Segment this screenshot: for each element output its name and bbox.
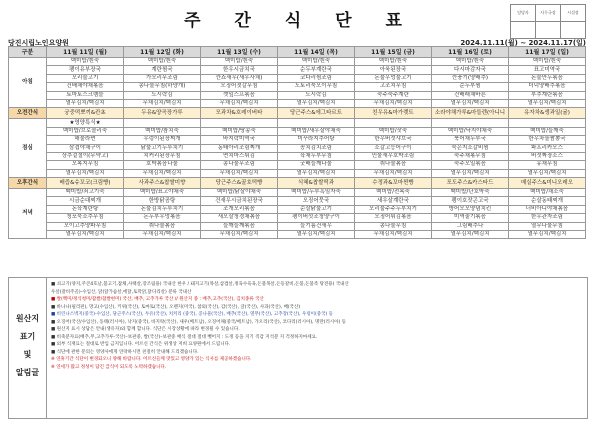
notice-line: ■ 바나나(필리핀), 망고(수입산), 키위(국산), 토마토(국산), 오렌지(미국), 참외(국산), 감(국산), 귤(국산), 사과(국산), 배(국산) [51, 304, 301, 310]
menu-item [124, 119, 201, 127]
day-header: 11월 17일 (일) [509, 47, 586, 58]
menu-item: 돈육계란탕 [47, 205, 124, 213]
menu-item: 시금순대찌개 [47, 197, 124, 205]
menu-item: 미역줄기볶음 [432, 214, 509, 222]
menu-item: 유채무침 [509, 161, 586, 169]
menu-item: 열무김치/백김치 [278, 169, 355, 177]
menu-item: 우렁이된장찌개 [124, 136, 201, 144]
menu-item: 미꾸라지추어탕 [278, 136, 355, 144]
menu-item: 무채김치/백김치 [201, 231, 278, 239]
notice-line: ■ 쇠고기(양지,주콘4호날,불고기,잡채,사태살,장조림용) 국내산 한우 / 돼지고기(목살,삼겹살,정육수육육,돈불목살,돈등갈비,돈불,돈불족 탕전용) 국내산 [51, 282, 349, 287]
menu-item: 오징어뭇국 [278, 197, 355, 205]
day-header: 11월 11일 (월) [47, 47, 124, 58]
menu-item: 버섯짜장소스 [509, 152, 586, 160]
menu-item: 무채김치/백김치 [355, 231, 432, 239]
day-header: 11월 12일 (화) [124, 47, 201, 58]
notice-line: ■ 비축분자료(배추,무,고추가루-국산)–보관중, 쌀(국산)–보관중 배식 절대 절대 뺏어지 : 도정 등을 지기 직감 지석분 지 걱정하지마세요. [51, 334, 318, 340]
menu-item: 한방닭곰탕 [124, 197, 201, 205]
menu-item: 친우유&마가렛트 [355, 108, 432, 119]
menu-item: 부추계란볶음 [509, 91, 586, 99]
menu-item: 청포묵소추무침 [47, 214, 124, 222]
menu-item: 팽이호잣곤고국 [432, 197, 509, 205]
menu-item: 순두부찜 [432, 83, 509, 91]
menu-item: 건배채야채볶음 [47, 83, 124, 91]
menu-item: 돈불우엉불고기 [355, 74, 432, 82]
menu-item: 콩나물무침 [355, 222, 432, 230]
menu-item: 무채김치/백김치 [201, 99, 278, 107]
menu-item [201, 119, 278, 127]
menu-item: 육채두부무침 [278, 152, 355, 160]
menu-item: 깐쇼새우(새우사채) [201, 74, 278, 82]
menu-item: 상추겉절이(무약고) [47, 152, 124, 160]
notice-label-line: 원산지 [15, 314, 40, 323]
menu-item: 백미밥/두부흑임자죽 [278, 189, 355, 197]
menu-item: 수정과&꼬마찐빵 [355, 178, 432, 189]
menu-item: 콩나물무조림 [201, 161, 278, 169]
menu-item [432, 119, 509, 127]
header-corner: 구분 [9, 47, 47, 58]
notice-line: ■ 식단에 관한 문의는 영양사에게 연락하시면 친절히 안내해 드리겠습니다. [51, 349, 199, 355]
menu-item: 아욱된장국 [355, 66, 432, 74]
menu-item: 열무김치/백김치 [432, 99, 509, 107]
meal-label: 오전간식 [9, 108, 47, 119]
menu-item: 건새우시금치된장국 [201, 197, 278, 205]
menu-item: 백미밥/흰죽 [432, 58, 509, 66]
notice-body [51, 281, 581, 371]
notice-label [9, 278, 47, 418]
signature-cell [511, 22, 536, 39]
notice-line: ■ 쌀(백미/정식청미/찹쌀/찹쌀현미) 국산, 배추, 고추가루 국산 // 원산지 종 : 배추,고추(국산), 김치종류 국산 [51, 297, 264, 302]
menu-item: 삼겹야채구이 [47, 144, 124, 152]
menu-item: 묵은지소갈비찜 [432, 144, 509, 152]
menu-item: 닭불고기두루치기 [124, 144, 201, 152]
notice-line: ■ 원산지 표시 상담은 안내(생유자)와 함께 합니다. 식단은 시장상황에 따라 변경될 수 있습니다. [51, 327, 240, 332]
menu-item: ★영양특식★ [47, 119, 124, 127]
meal-row [9, 189, 586, 197]
weekly-menu-table [8, 46, 586, 239]
menu-item: 사과주스&찹쌀미향 [124, 178, 201, 189]
menu-item: 백미밥/전복죽 [355, 189, 432, 197]
menu-item: 오복지무침 [47, 161, 124, 169]
menu-item: 표고미역국 [509, 66, 586, 74]
meal-label: 오후간식 [9, 178, 47, 189]
menu-item: 한우차돌짬뽕국 [509, 136, 586, 144]
menu-item: 너비아니야채볶음 [509, 205, 586, 213]
menu-item: 오징어튀김볶음 [355, 214, 432, 222]
menu-item: 궁중떡뽀끼&칸쵸 [47, 108, 124, 119]
menu-item: 파프리카오스 [509, 144, 586, 152]
notice-label-line: 표기 [19, 332, 36, 341]
menu-item: 도시락김 [124, 91, 201, 99]
notice-line: ※ 연세가 많고 정성이 담긴 급식이 되도록 노력하겠습니다. [51, 364, 167, 370]
menu-item: 숙주채볶무침 [432, 152, 509, 160]
notice-line: 우살(갈비주골)-수입산, 닭(닭가슴살,에닭,토막닭,닭다리살) 분류 국내산 [51, 289, 192, 295]
menu-item: 해물라면 [47, 136, 124, 144]
menu-item: 도시락김 [278, 91, 355, 99]
menu-item: 백미밥/채소죽 [509, 189, 586, 197]
menu-item: 열무김치/백김치 [509, 169, 586, 177]
menu-item: 계란찜국 [124, 66, 201, 74]
meal-row [9, 127, 586, 135]
menu-item: 매실주스&미니오레오 [509, 178, 586, 189]
menu-item: 백미밥/낙지야채죽 [432, 127, 509, 135]
snack-row [9, 108, 586, 119]
day-header: 11월 16일 (토) [432, 47, 509, 58]
menu-item: 순살동태찌개 [509, 197, 586, 205]
menu-item: 오리불주주두부치기 [355, 205, 432, 213]
menu-item: 도토리묵오이무침 [278, 83, 355, 91]
menu-item: 백미밥/흰죽 [201, 58, 278, 66]
menu-item: 치커리된장무침 [124, 152, 201, 160]
menu-item: 취나물볶음 [355, 161, 432, 169]
meal-row [9, 197, 586, 205]
menu-item: 열무김치/백김치 [47, 231, 124, 239]
menu-period: 2024.11.11(월) ~ 2024.11.17(일) [460, 39, 586, 47]
menu-item: 백미밥/흰죽 [278, 58, 355, 66]
approval-cell: 사무국장 [536, 5, 561, 22]
menu-item: 열무김치/백김치 [278, 231, 355, 239]
menu-item: 두유&양곡장가루 [124, 108, 201, 119]
day-header: 11월 15일 (금) [355, 47, 432, 58]
menu-item: 열무김치/백김치 [47, 169, 124, 177]
meal-label: 저녁 [9, 189, 47, 239]
meal-row [9, 99, 586, 107]
menu-body [9, 58, 586, 239]
menu-item: 당근주스&에그타르트 [278, 108, 355, 119]
menu-item: 깻잎스프볶음 [201, 91, 278, 99]
menu-item: 백미밥/참치죽 [124, 127, 201, 135]
meal-row [9, 119, 586, 127]
menu-item [355, 119, 432, 127]
day-header: 11월 14일 (목) [278, 47, 355, 58]
meal-row [9, 144, 586, 152]
menu-item: 열무김치/백김치 [509, 99, 586, 107]
menu-item: 취나물볶음 [124, 222, 201, 230]
menu-item: 백미밥/들깨죽 [509, 127, 586, 135]
approval-cell: 담당자 [511, 5, 536, 22]
menu-item: 순두부계란국 [278, 66, 355, 74]
menu-item: 무채김치/백김치 [124, 169, 201, 177]
menu-item: 백미밥/잣죽 [355, 127, 432, 135]
menu-item: 굿배들깨나물 [278, 161, 355, 169]
menu-item: 면치마스튀김 [201, 152, 278, 160]
menu-item: 돈두부우엉볶음 [124, 214, 201, 222]
menu-item: 열무김치/백김치 [509, 231, 586, 239]
menu-item: 조개오리볶음 [201, 205, 278, 213]
menu-item: 숙주오일볶음 [432, 161, 509, 169]
approval-box [510, 4, 586, 39]
menu-header-row [9, 47, 586, 58]
menu-item: 열무김치/백김치 [432, 169, 509, 177]
notice-label-line: 알림글 [15, 368, 40, 377]
signature-cell [561, 22, 586, 39]
menu-item: 팽이유부장국 [47, 66, 124, 74]
menu-item: 북어채두부국 [432, 136, 509, 144]
menu-item: 호박볶음나물 [124, 161, 201, 169]
menu-item: 건배래채바른 [432, 91, 509, 99]
menu-item: 팽이버섯조청양구이 [278, 214, 355, 222]
meal-row [9, 205, 586, 213]
menu-item: 무채김치/백김치 [355, 169, 432, 177]
menu-item: 무채김치/백김치 [355, 99, 432, 107]
menu-item: 오징어젓갈무침 [201, 83, 278, 91]
menu-item: 다시마감자국 [432, 66, 509, 74]
meal-row [9, 214, 586, 222]
menu-item: 오이고추양파무침 [47, 222, 124, 230]
menu-item: 열무나물무침 [509, 222, 586, 230]
menu-item: 백미밥/단호박죽 [432, 189, 509, 197]
menu-item: 당근주스&꿀호떡빵 [201, 178, 278, 189]
menu-item: 그림배추나 [432, 222, 509, 230]
meal-row [9, 74, 586, 82]
menu-item: 바지락미역국 [201, 136, 278, 144]
meal-row [9, 231, 586, 239]
menu-item: 백미밥/새우살야채죽 [278, 127, 355, 135]
menu-item: 열무김치/백김치 [432, 231, 509, 239]
menu-item: 토마토스크램블 [47, 91, 124, 99]
menu-item: 더덕양배추볶음 [509, 83, 586, 91]
menu-item: 동태아리조림찌개 [201, 144, 278, 152]
menu-item: 유자차&생과일(귤) [509, 108, 586, 119]
menu-item: 백미밥/흰죽 [509, 58, 586, 66]
menu-item: 소라야채가루&마들렌(아니니 [432, 108, 509, 119]
menu-item: 모과차&호레이버타 [201, 108, 278, 119]
menu-item: 백미밥/흰죽 [124, 58, 201, 66]
notice-label-line: 및 [23, 350, 32, 359]
snack-row [9, 178, 586, 189]
menu-item: 새오살청경채볶음 [201, 214, 278, 222]
notice-section [8, 277, 588, 419]
menu-item: 순살닭불고기 [278, 205, 355, 213]
menu-item: 백미밥/땅콩죽 [201, 127, 278, 135]
menu-item: 들기름건새우 [278, 222, 355, 230]
menu-item: 포도주스&카스타드 [432, 178, 509, 189]
meal-row [9, 83, 586, 91]
notice-line: ■ 외부 식재료는 절대로 반입 금지입니다. 어르신 간식은 위생상 저희 요양원에서 드립니다. [51, 342, 231, 347]
approval-cell: 시설장 [561, 5, 586, 22]
menu-item: 백미밥/흰죽 [47, 58, 124, 66]
menu-item: 돈불김치두루치기 [124, 205, 201, 213]
menu-item: 가오리무조림 [124, 74, 201, 82]
meal-row [9, 169, 586, 177]
menu-item: 백미밥/흰죽 [355, 58, 432, 66]
menu-item: 꽁치김치조림 [278, 144, 355, 152]
meal-row [9, 66, 586, 74]
meal-row [9, 152, 586, 160]
meal-row [9, 161, 586, 169]
menu-item [278, 119, 355, 127]
notice-line: ■ 오징어(국산/수입산), 동태(러시아), 낙지(중국), 바지락(국산), 새우(베트남), 오징어채(중국/베트남), 가오리(국산), 코다리(러시아), 명란(러시아) 등 [51, 319, 347, 325]
menu-item: 백미밥/쇠고기죽 [47, 189, 124, 197]
meal-row [9, 91, 586, 99]
meal-row [9, 222, 586, 230]
menu-item: 한우시금치국 [201, 66, 278, 74]
day-header: 11월 13일 (수) [201, 47, 278, 58]
menu-item: 깐풍기(양배추) [432, 74, 509, 82]
menu-item: 백미밥/브로콜리죽 [47, 127, 124, 135]
signature-cell [536, 22, 561, 39]
menu-item: 식혜&찹쌀떡과 [278, 178, 355, 189]
menu-item: 무채김치/백김치 [124, 99, 201, 107]
menu-item: 들깨들깨볶음 [201, 222, 278, 230]
menu-item [509, 119, 586, 127]
menu-item: 새우살계란국 [355, 197, 432, 205]
menu-item: 열무김치/백김치 [278, 99, 355, 107]
menu-item: 오리불고기 [47, 74, 124, 82]
menu-item: 숙주숙주계란 [355, 91, 432, 99]
menu-item: 한우버섯샤브국 [355, 136, 432, 144]
menu-item: 콩나물무침(하양개) [124, 83, 201, 91]
notice-line: ※ 연휴기간 식단이 변경되오니 양해 바랍니다. 어르신들께 맛있고 영양가 있는 식사를 제공하겠습니다. [51, 357, 252, 362]
meal-row [9, 58, 586, 66]
page-title: 주 간 식 단 표 [184, 11, 416, 31]
menu-item: 코다리찜조림 [278, 74, 355, 82]
menu-item: 열무김치/백김치 [47, 99, 124, 107]
meal-row [9, 136, 586, 144]
notice-line: ■ 비린나스벽지(중국)-수입산, 당근주스(국산), 두유(국산), 치커리 (중국), 콩나물(국산), 배추(국산), 열무(국산), 고추장(국산), 우렁이(중국) 등 [51, 312, 333, 317]
meal-label: 점심 [9, 119, 47, 178]
menu-item: 배즙&슈꼬코(크림빵) [47, 178, 124, 189]
menu-item: 고조치무침 [355, 83, 432, 91]
menu-item: 한우관자조림 [509, 214, 586, 222]
menu-item: 백미밥/닭살야채죽 [201, 189, 278, 197]
meal-label: 아침 [9, 58, 47, 108]
menu-item: 방어오오양념치킨 [432, 205, 509, 213]
organization-name: 당진시립노인요양원 [8, 39, 69, 47]
menu-item: 소갈고등어구이 [355, 144, 432, 152]
menu-item: 무채김치/백김치 [201, 169, 278, 177]
menu-item: 돈불만두볶음 [509, 74, 586, 82]
menu-item: 무채김치/백김치 [124, 231, 201, 239]
menu-item: 민물새우호박조림 [355, 152, 432, 160]
menu-item: 백미밥/표고야채죽 [124, 189, 201, 197]
